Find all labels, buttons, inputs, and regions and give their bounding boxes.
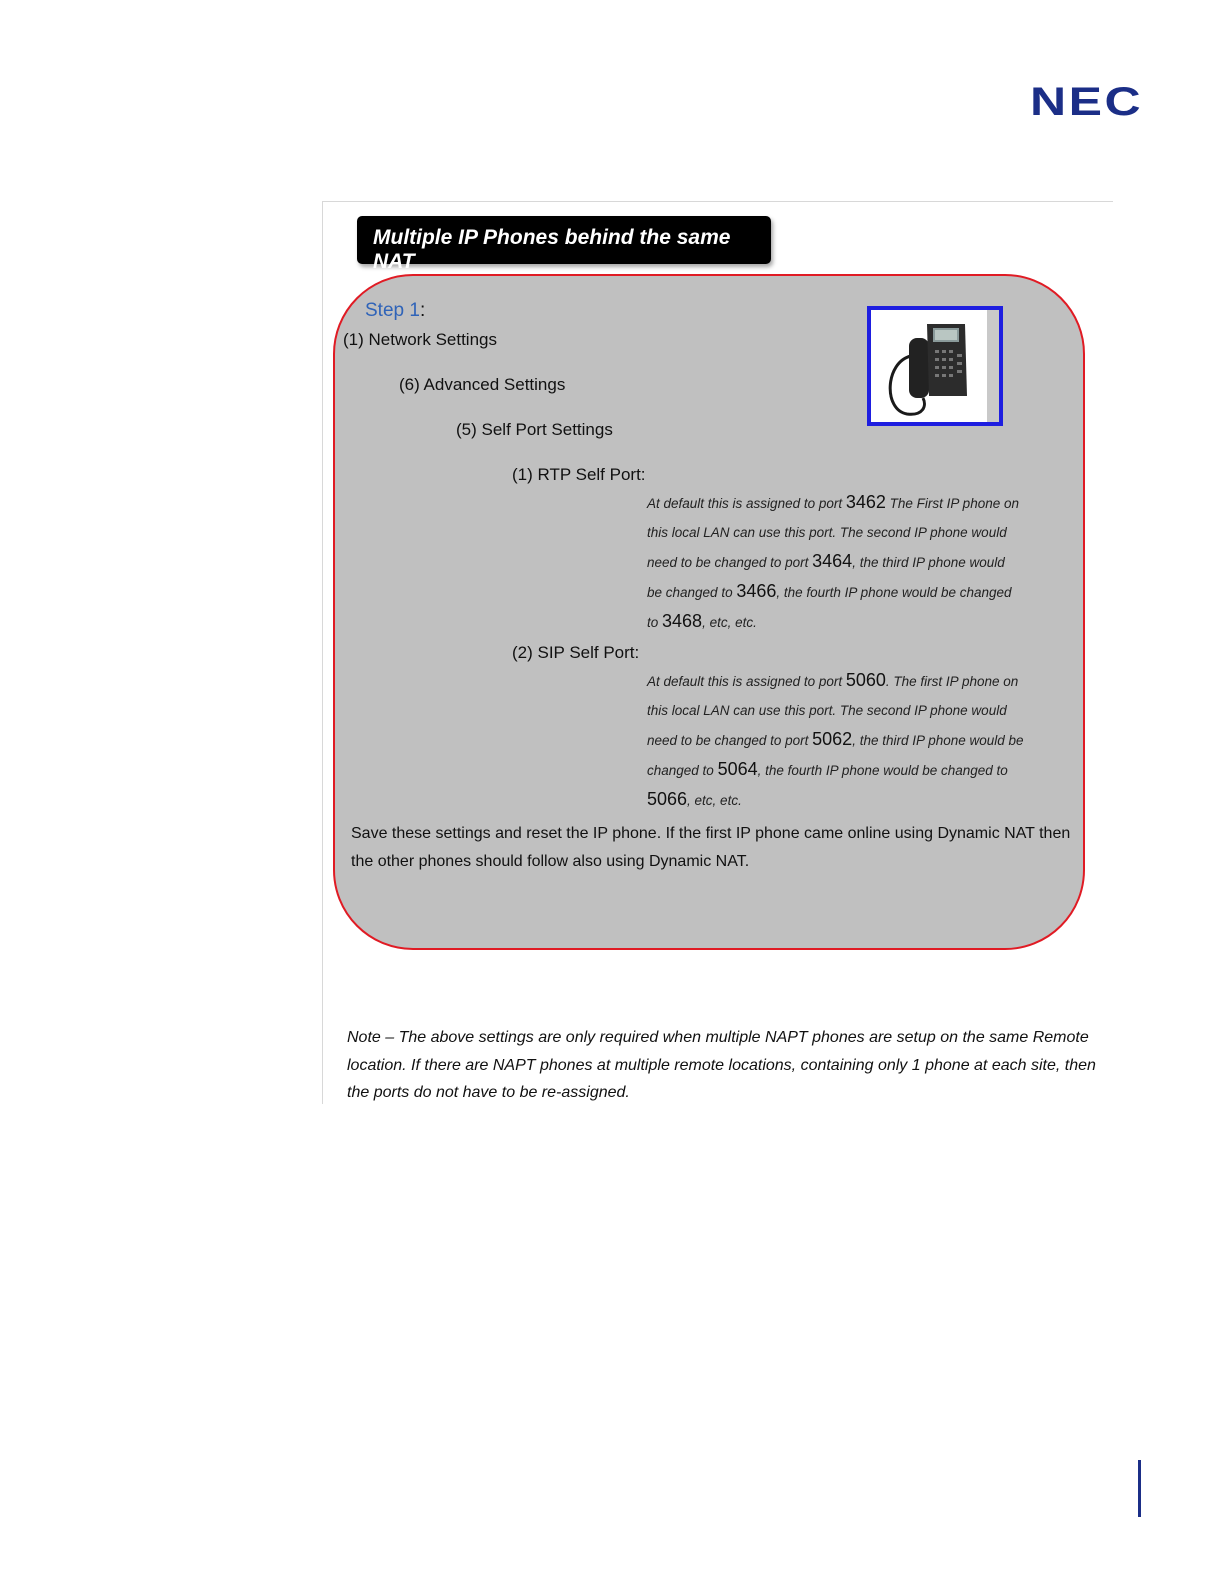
sip-port-second: 5062 (812, 729, 853, 749)
sip-l4-text: changed to (647, 763, 718, 778)
menu-rtp-self-port: (1) RTP Self Port: (512, 465, 646, 484)
sip-port-third: 5064 (717, 759, 758, 779)
step-label: Step 1 (365, 300, 420, 321)
sip-l1-text: At default this is assigned to port (647, 674, 846, 689)
menu-sip-self-port: (2) SIP Self Port: (512, 643, 640, 662)
rtp-l1-text: At default this is assigned to port (647, 496, 846, 511)
rtp-description (647, 488, 1019, 637)
ip-phone-photo (867, 306, 1003, 426)
sip-l1-tail: . The first IP phone on (885, 674, 1019, 689)
sip-line-3 (647, 725, 1024, 755)
rtp-l5-tail: , etc, etc. (702, 615, 757, 630)
sip-line-1 (647, 666, 1024, 696)
rtp-line-2: this local LAN can use this port. The second IP phone would (647, 525, 1007, 540)
sip-port-default: 5060 (845, 670, 886, 690)
sip-l4-tail: , the fourth IP phone would be changed to (757, 763, 1008, 778)
section-banner (357, 216, 771, 273)
sip-line-2: this local LAN can use this port. The second IP phone would (647, 703, 1007, 718)
menu-self-port-settings: (5) Self Port Settings (456, 420, 613, 439)
instruction-panel (333, 274, 1085, 950)
rtp-l4-tail: , the fourth IP phone would be changed (776, 585, 1012, 600)
step-heading (365, 300, 425, 322)
rtp-port-third: 3466 (736, 581, 777, 601)
save-instructions: Save these settings and reset the IP phone. If the first IP phone came online using Dynamic NAT then the other phones should follow also using Dynamic NAT. (351, 825, 1071, 870)
rtp-line-5 (647, 607, 1019, 637)
step-colon: : (419, 300, 426, 321)
rtp-l4-text: be changed to (647, 585, 737, 600)
sip-line-5 (647, 785, 1024, 815)
rtp-line-4 (647, 577, 1019, 607)
rtp-port-second: 3464 (812, 551, 853, 571)
sip-line-4 (647, 755, 1024, 785)
sip-l3-text: need to be changed to port (647, 733, 813, 748)
menu-network-settings: (1) Network Settings (343, 330, 497, 349)
rtp-port-fourth: 3468 (662, 611, 703, 631)
sip-description (647, 666, 1024, 815)
rtp-l5-text: to (647, 615, 663, 630)
rtp-l3-tail: , the third IP phone would (852, 555, 1005, 570)
note-text: Note – The above settings are only required when multiple NAPT phones are setup on the same Remote location. If there are NAPT phones at multiple remote locations, containing only 1 phone at each site, then the ports do not have to be re-assigned. (347, 1029, 1096, 1101)
page-edge-rule (1138, 1460, 1141, 1517)
rtp-line-1 (647, 488, 1019, 518)
sip-port-fourth: 5066 (647, 789, 688, 809)
nec-logo: NEC (1030, 80, 1144, 124)
sip-l3-tail: , the third IP phone would be (852, 733, 1024, 748)
embedded-figure (322, 201, 1113, 1104)
ip-phone-icon (871, 310, 999, 422)
rtp-line-3 (647, 547, 1019, 577)
banner-title: Multiple IP Phones behind the same NAT (373, 226, 731, 273)
sip-l5-tail: , etc, etc. (687, 793, 742, 808)
rtp-l3-text: need to be changed to port (647, 555, 813, 570)
menu-advanced-settings: (6) Advanced Settings (399, 375, 566, 394)
rtp-l1-tail: The First IP phone on (885, 496, 1019, 511)
rtp-port-default: 3462 (845, 492, 886, 512)
